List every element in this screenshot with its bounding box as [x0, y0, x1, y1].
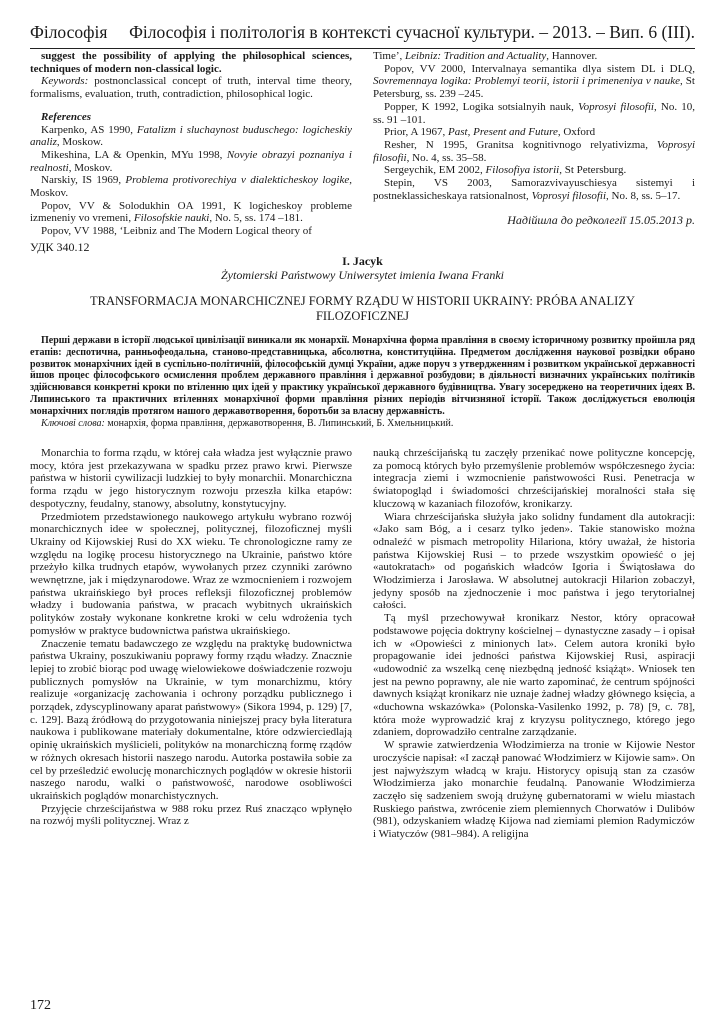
abstract-text: Перші держави в історії людської цивілізації виникали як монархії. Монархічна форма правління в своєму історичному розвитку пройшла ряд етапів: деспотична, ранньофеодальна, станово-представницька, абсолютна, конституційна. Предметом дослідження наукової розвідки обрано розвиток монархічних ідей в суспільно-політичній, філософській думці України, адже поруч з утвердженням і розвитком української державності йшов процес філософського осмислення проблем державного правління і державної розбудови; в діяльності визначних українських політиків здійснювався конкретні кроки по втіленню цих ідей у практику української державного будівництва. Увагу зосереджено на теоретичних ідеях В. Липинського та практичних втіленнях монархічної форми правління різних періодів вітчизняної історії. Також досліджується еволюція монархічних поглядів протягом нашого державотворення, боротьби за власну державність.	[30, 335, 695, 417]
reference-title: Past, Present and Future	[448, 126, 558, 139]
body-paragraph: Przedmiotem przedstawionego naukowego artykułu wybrano rozwój monarchicznych idee w społecznej, politycznej, filozoficznej myśli Ukrainy od Kijowskiej Rusi do XX wieku. Te chronologiczne ramy ze względu na logikę procesu historycznego na Ukrainie, państwo które przeżyło kilka trudnych etapów, wywołanych przez czynniki zarówno wewnętrzne, jak i międzynarodowe. Wraz ze wzmocnieniem i rozwojem państwa ukraińskiego był proces refleksji filozoficznej problemów władzy i budowania państwa, w pracach wybitnych ukraińskich polityków zostały wykonane konkretne kroki w celu wdrożenia tych pomysłów w praktyce budownictwa państwa ukraińskiego.	[30, 510, 352, 637]
reference-entry	[30, 225, 352, 238]
references-list-right	[373, 50, 695, 202]
reference-text: , St Petersburg, ss. 239 –245.	[373, 75, 695, 101]
reference-text: Mikeshina, LA & Openkin, MYu 1998,	[41, 148, 227, 161]
reference-entry	[30, 124, 352, 149]
reference-entry	[373, 164, 695, 177]
reference-text: Resher, N 1995, Granitsa kognitivnogo relyativizma,	[384, 138, 657, 151]
reference-title: Voprosyi filosofii	[373, 138, 695, 164]
body-paragraph: nauką chrześcijańską tu zaczęły przenikać nowe polityczne koncepcję, za pomocą których było przemyślenie problemów współczesnego życia: integracja ziemi i wzmocnienie państwowości Rusi. Penetracja w światopogląd i świadomości chrześcijańskiej moralności stała się kluczową w kazaniach filozofów, kronikarzy.	[373, 447, 695, 510]
reference-title: Filosofskie nauki	[133, 212, 210, 225]
received-date: Надійшла до редколегії 15.05.2013 р.	[507, 213, 695, 228]
udk-code: УДК 340.12	[30, 240, 90, 254]
reference-text: Prior, A 1967,	[384, 126, 449, 139]
reference-title: Voprosyi filosofii	[531, 189, 607, 202]
prev-abstract-end: suggest the possibility of applying the philosophical sciences, techniques of modern non-classical logic.	[30, 50, 352, 75]
body-paragraph: Znaczenie tematu badawczego ze względu na praktykę budownictwa państwa Ukrainy, poszukiwaniu poprawy formy rządu władzy. Znacznie lepiej to zrobić biorąc pod uwagę wielowiekowe doświadczenie rozwoju publicznych pomysłów na Ukrainie, w tym monarchizmu, który realizuje «organizację zachowania i ochrony porządku publicznego i porządek, zdyscyplinowany aparat państwowy» (Sikora 1994, p. 129) [7, c. 129]. Bazą źródłową do przygotowania niniejszej pracy była literatura naukowa i publikowane materiały dokumentalne, które odzwierciedlają opinię ukraińskich myślicieli, polityków na monarchiczną formę rządów w różnych okresach historii naszego narodu. Autorka postawiła sobie za cel by prześledzić ewolucję monarchicznych poglądów w okresie historii naszego narodu, walki o państwowość, narodowe osobliwości ukraińskich poglądów monarchistycznych.	[30, 637, 352, 802]
reference-text: Stepin, VS 2003, Samorazvivayuschiesya sistemyi i postneklassicheskaya ratsionalnost,	[373, 177, 695, 202]
reference-title: Novyie obrazyi poznaniya i realnosti	[30, 148, 352, 174]
reference-text: Narskiy, IS 1969,	[41, 174, 126, 187]
body-right-column	[373, 447, 695, 841]
reference-title: Filosofiya istorii	[485, 164, 560, 177]
references-list-left	[30, 124, 352, 238]
reference-text: , St Petersburg.	[559, 164, 627, 177]
prev-keywords: Keywords: postnonclassical concept of truth, interval time theory, formalisms, evaluation, truth, contradiction, philosophical logic.	[30, 75, 352, 101]
reference-text: , Moskow.	[56, 136, 103, 149]
reference-text: , Hannover.	[546, 50, 598, 62]
prev-article-left-column	[30, 50, 352, 238]
author-affiliation: Żytomierski Państwowy Uniwersytet imienia Iwana Franki	[221, 268, 504, 282]
page-number: 172	[30, 998, 51, 1013]
reference-text: Popov, VV 2000, Intervalnaya semantika dlya sistem DL i DLQ,	[384, 62, 695, 75]
reference-entry	[30, 149, 352, 174]
references-title: References	[41, 110, 92, 123]
reference-title: Problema protivorechiya v dialekticheskoy logike	[125, 174, 350, 187]
reference-entry	[373, 177, 695, 202]
reference-text: Time’,	[373, 50, 405, 62]
reference-text: Sergeychik, EM 2002,	[384, 164, 486, 177]
article-keywords: Ключові слова: монархія, форма правління, державотворення, В. Липинський, Б. Хмельницький.	[41, 417, 454, 429]
reference-title: Sovremennaya logika: Problemyi teorii, istorii i primeneniya v nauke	[373, 75, 681, 88]
body-paragraph: W sprawie zatwierdzenia Włodzimierza na tronie w Kijowie Nestor uroczyście napisał: «I zaczął panować Włodzimierz w Kijowie sam». On jest najwyższym władcą w kraju. Historycy opisują stan za czasów Włodzimierza jako monarchie feudalną. Panowanie Włodzimierza zaczęło się sadzeniem swoją drużynę gubernatorami w wielu miastach Ruskiego państwa, zwrócenie ziem plemiennych Chorwatów i Dulibów (981), odzyskaniem władzę Kijowa nad ziemiami plemion Radymiczów i Wiatyczów (981–984). A religijna	[373, 739, 695, 841]
reference-entry	[30, 174, 352, 199]
reference-entry	[373, 126, 695, 139]
reference-text: , Moskov.	[68, 161, 113, 174]
reference-entry	[373, 63, 695, 101]
reference-entry	[30, 200, 352, 225]
reference-text: Popper, K 1992, Logika sotsialnyih nauk,	[384, 100, 579, 113]
article-title: TRANSFORMACJA MONARCHICZNEJ FORMY RZĄDU W HISTORII UKRAINY: PRÓBA ANALIZY FILOZOFICZNEJ	[90, 294, 635, 323]
reference-text: , No. 8, ss. 5–17.	[606, 189, 681, 202]
reference-text: , No. 4, ss. 35–58.	[406, 151, 487, 164]
header-section: Філософія	[30, 22, 108, 42]
reference-text: , Oxford	[557, 126, 596, 139]
reference-entry	[373, 139, 695, 164]
reference-text: , No. 10, ss. 91 –101.	[373, 100, 695, 126]
reference-entry	[373, 50, 695, 63]
reference-text: Popov, VV 1988, ‘Leibniz and The Modern Logical theory of	[41, 225, 312, 238]
reference-text: Popov, VV & Solodukhin OA 1991, K logicheskoy probleme izmeneniy vo vremeni,	[30, 199, 352, 225]
running-header	[30, 22, 695, 49]
reference-title: Leibniz: Tradition and Actuality	[405, 50, 547, 62]
body-paragraph: Tą myśl przechowywał kronikarz Nestor, który opracował podstawowe pojęcia doktryny kościelnej – dynastyczne zasady – i opisał ich w «Opowieści z minionych lat». Celem autora kroniki było propagowanie idei jedności państwa Kijowskiej Rusi, aspiracji «udowodnić za wszelką cenę niezbędną jedność książąt». Wniosek ten jest na pewno poprawny, ale nie warto zapominać, że centrum spójności dawnych książąt kronikarz nie uznaje żadnej władzy głównego księcia, a «duchowna wskazówka» (Polonska-Vasilenko 1992, p. 78) [9, c. 78], która może wyprowadzić kraj z kryzysu politycznego, którego jego zdaniem, doprowadziło centralne zarządzanie.	[373, 612, 695, 739]
reference-entry	[373, 101, 695, 126]
body-paragraph: Przyjęcie chrześcijaństwa w 988 roku przez Ruś znacząco wpłynęło na rozwój myśli politycznej. Wraz z	[30, 802, 352, 828]
reference-text: , Moskov.	[30, 174, 352, 200]
abstract-block	[30, 335, 695, 429]
prev-article-right-column	[373, 50, 695, 227]
body-paragraph: Wiara chrześcijańska służyła jako solidny fundament dla autokracji: «Jako sam Bóg, a i cesarz tylko jeden». Takie stanowisko można odnaleźć w pismach metropolity Hilariona, który uważał, że historia państwa Kijowskiej Rusi – to przede wszystkim opowieść o jej «autokratach» od pogańskich władców Igoria i Świątosława do Włodzimierza i Jarosława. W absolutnej autokracji Hilarion zobaczył, jedyny sposób na zjednoczenie i moc państwa i jego terytorialnej całości.	[373, 510, 695, 612]
reference-text: , No. 5, ss. 174 –181.	[209, 212, 303, 225]
article-heading	[30, 254, 695, 323]
reference-text: Karpenko, AS 1990,	[41, 123, 137, 136]
reference-title: Voprosyi filosofii	[578, 100, 654, 113]
header-journal: Філософія і політологія в контексті сучасної культури. – 2013. – Вип. 6 (ІІІ).	[129, 22, 695, 42]
body-paragraph: Monarchia to forma rządu, w której cała władza jest wyłącznie prawo mocy, która jest przekazywana w spadku przez prawo krwi. Pierwsze państwa w historii cywilizacji ludzkiej to były monarchii. Monarchiczna forma rządu w jego historycznym rozwoju przeszła kilka etapów: despotyczny, feudalny, stanowy, absolutny, konstytucyjny.	[30, 447, 352, 510]
author-name: I. Jacyk	[342, 254, 383, 268]
reference-title: Fatalizm i sluchaynost buduschego: logicheskiy analiz	[30, 123, 353, 149]
body-left-column	[30, 447, 352, 828]
